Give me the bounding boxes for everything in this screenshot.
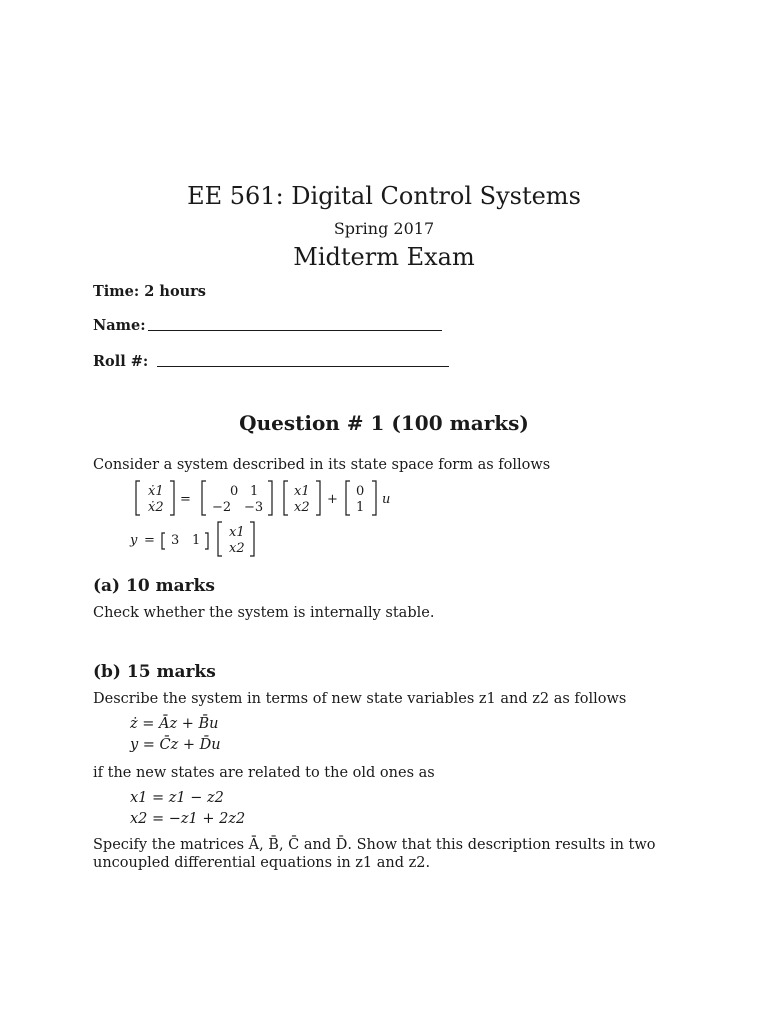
- bracket-right: [372, 481, 376, 515]
- matrix-a-22: −3: [244, 500, 264, 515]
- part-b-final-text: Specify the matrices Ā, B̄, C̄ and D̄. Show that this description results in two uncoupled differential equations in z1 and z2.: [93, 837, 656, 871]
- relation-intro: if the new states are related to the old ones as: [93, 765, 435, 781]
- question-title: Question # 1 (100 marks): [239, 411, 529, 435]
- equals-sign: =: [180, 492, 191, 507]
- input-u: u: [382, 492, 391, 507]
- part-b-intro: Describe the system in terms of new state variables z1 and z2 as follows: [93, 691, 627, 707]
- lhs-x1: ẋ1: [148, 484, 164, 499]
- new-output-equation: y = C̄z + D̄u: [130, 737, 221, 753]
- roll-label: Roll #:: [93, 353, 149, 370]
- part-a-title: (a) 10 marks: [93, 576, 215, 596]
- matrix-c-1: 3: [171, 533, 180, 548]
- lhs-x2: ẋ2: [148, 500, 164, 515]
- bracket-left: [218, 522, 222, 556]
- exam-term: Spring 2017: [333, 219, 435, 238]
- plus-sign: +: [327, 492, 338, 507]
- part-b-title: (b) 15 marks: [93, 662, 216, 682]
- output-y: y: [130, 533, 138, 548]
- matrix-a-11: 0: [230, 484, 239, 499]
- new-state-equation: ż = Āz + B̄u: [130, 716, 219, 732]
- vector-b-2: 1: [356, 500, 365, 515]
- bracket-left: [136, 481, 140, 515]
- exam-title: Midterm Exam: [293, 243, 475, 271]
- out-state-x2: x2: [229, 541, 245, 556]
- bracket-right: [170, 481, 174, 515]
- relation-x1: x1 = z1 − z2: [130, 790, 224, 806]
- bracket-right: [268, 481, 272, 515]
- out-state-x1: x1: [229, 525, 245, 540]
- roll-field-line[interactable]: [157, 366, 449, 367]
- question-intro: Consider a system described in its state space form as follows: [93, 457, 551, 473]
- bracket-right: [205, 533, 208, 549]
- bracket-left: [346, 481, 350, 515]
- time-label: Time: 2 hours: [93, 283, 206, 300]
- part-a-text: Check whether the system is internally stable.: [93, 605, 435, 621]
- state-space-equations: [0, 476, 768, 562]
- matrix-c-2: 1: [192, 533, 201, 548]
- state-x1: x1: [294, 484, 310, 499]
- bracket-right: [250, 522, 254, 556]
- equals-sign: =: [144, 533, 155, 548]
- bracket-right: [316, 481, 320, 515]
- vector-b-1: 0: [356, 484, 365, 499]
- bracket-left: [202, 481, 206, 515]
- bracket-left: [284, 481, 288, 515]
- matrix-a-21: −2: [212, 500, 232, 515]
- name-field-line[interactable]: [148, 330, 442, 331]
- state-x2: x2: [294, 500, 310, 515]
- matrix-a-12: 1: [250, 484, 259, 499]
- name-label: Name:: [93, 317, 146, 334]
- bracket-left: [162, 533, 165, 549]
- relation-x2: x2 = −z1 + 2z2: [130, 811, 246, 827]
- course-title: EE 561: Digital Control Systems: [187, 182, 581, 210]
